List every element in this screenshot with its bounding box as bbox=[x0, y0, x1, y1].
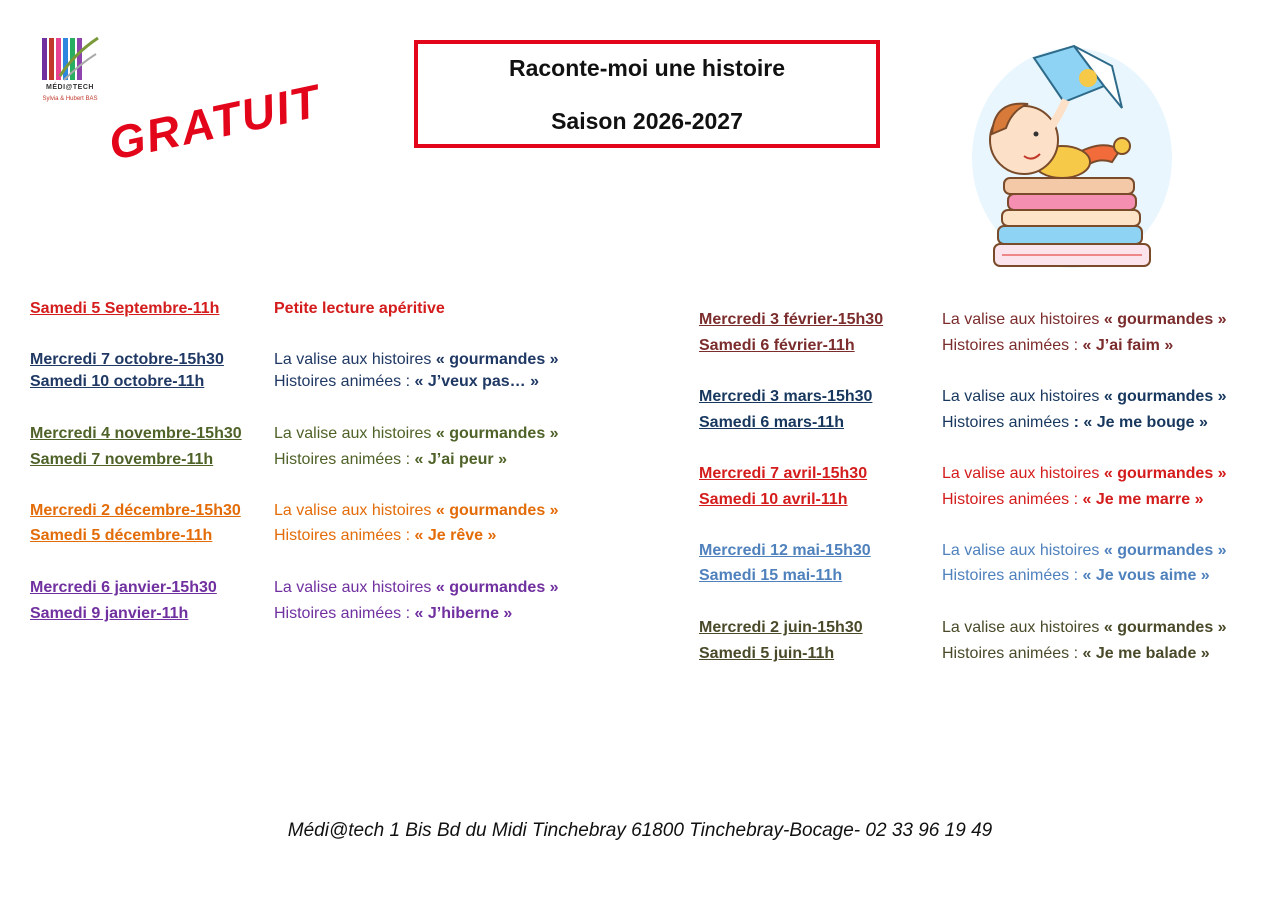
schedule-description bbox=[274, 351, 559, 369]
schedule-date: Mercredi 2 juin-15h30 bbox=[699, 619, 863, 636]
schedule-activity: Histoires animées : bbox=[274, 451, 415, 468]
logo-bars-icon bbox=[40, 34, 100, 84]
schedule-activity: Histoires animées : bbox=[942, 645, 1083, 662]
child-reading-illustration bbox=[962, 38, 1177, 276]
schedule-date: Mercredi 12 mai-15h30 bbox=[699, 542, 871, 559]
schedule-activity: Histoires animées : bbox=[274, 373, 415, 390]
schedule-theme: « gourmandes » bbox=[1103, 542, 1227, 559]
schedule-description bbox=[274, 527, 496, 545]
schedule-date: Samedi 15 mai-11h bbox=[699, 567, 843, 584]
schedule-activity: La valise aux histoires bbox=[942, 542, 1104, 559]
schedule-theme: « Je me balade » bbox=[1082, 645, 1210, 662]
schedule-description bbox=[274, 373, 539, 391]
schedule-activity: La valise aux histoires bbox=[942, 619, 1104, 636]
schedule-activity: La valise aux histoires bbox=[274, 351, 436, 368]
schedule-date: Mercredi 3 mars-15h30 bbox=[699, 388, 873, 405]
schedule-date: Mercredi 4 novembre-15h30 bbox=[30, 425, 242, 442]
schedule-date: Samedi 5 Septembre-11h bbox=[30, 300, 220, 317]
schedule-activity: La valise aux histoires bbox=[942, 465, 1104, 482]
schedule-theme: : « Je me bouge » bbox=[1073, 414, 1208, 431]
schedule-activity: Histoires animées bbox=[942, 414, 1074, 431]
schedule-description bbox=[942, 311, 1227, 329]
logo-owners: Sylvia & Hubert BAS bbox=[42, 96, 98, 102]
schedule-date: Samedi 6 mars-11h bbox=[699, 414, 844, 431]
schedule-date: Samedi 7 novembre-11h bbox=[30, 451, 214, 468]
schedule-date: Mercredi 7 avril-15h30 bbox=[699, 465, 868, 482]
schedule-description bbox=[942, 567, 1210, 585]
schedule-description bbox=[942, 619, 1227, 637]
footer-address: Médi@tech 1 Bis Bd du Midi Tinchebray 61800 Tinchebray-Bocage- 02 33 96 19 49 bbox=[287, 820, 993, 841]
schedule-theme: « gourmandes » bbox=[435, 425, 559, 442]
schedule-activity: Histoires animées : bbox=[274, 605, 415, 622]
schedule-description bbox=[942, 465, 1227, 483]
schedule-description bbox=[274, 451, 507, 469]
schedule-theme: « gourmandes » bbox=[435, 579, 559, 596]
schedule-theme: « gourmandes » bbox=[435, 351, 559, 368]
schedule-theme: « J’hiberne » bbox=[414, 605, 513, 622]
schedule-theme: « Je vous aime » bbox=[1082, 567, 1210, 584]
schedule-theme: « gourmandes » bbox=[1103, 388, 1227, 405]
free-badge: GRATUIT bbox=[104, 74, 326, 170]
logo-brand: MÉDI@TECH bbox=[46, 84, 94, 91]
schedule-description bbox=[942, 491, 1203, 509]
schedule-theme: « Je rêve » bbox=[414, 527, 497, 544]
schedule-theme: Petite lecture apéritive bbox=[274, 300, 445, 317]
mediatech-logo bbox=[34, 28, 106, 110]
schedule-date: Samedi 10 avril-11h bbox=[699, 491, 848, 508]
schedule-theme: « J’ai peur » bbox=[414, 451, 507, 468]
schedule-description bbox=[942, 414, 1208, 432]
schedule-activity: Histoires animées : bbox=[942, 491, 1083, 508]
schedule-description bbox=[274, 605, 512, 623]
schedule-activity: La valise aux histoires bbox=[942, 311, 1104, 328]
schedule-theme: « gourmandes » bbox=[435, 502, 559, 519]
title-line-2: Saison 2026-2027 bbox=[551, 108, 743, 134]
schedule-date: Mercredi 7 octobre-15h30 bbox=[30, 351, 224, 368]
schedule-date: Samedi 5 décembre-11h bbox=[30, 527, 213, 544]
schedule-date: Samedi 9 janvier-11h bbox=[30, 605, 189, 622]
schedule-description bbox=[274, 300, 445, 318]
schedule-description bbox=[942, 542, 1227, 560]
schedule-description bbox=[942, 337, 1173, 355]
schedule-activity: Histoires animées : bbox=[942, 337, 1083, 354]
schedule-activity: La valise aux histoires bbox=[274, 502, 436, 519]
schedule-description bbox=[942, 388, 1227, 406]
schedule-activity: La valise aux histoires bbox=[274, 425, 436, 442]
schedule-description bbox=[942, 645, 1210, 663]
schedule-theme: « gourmandes » bbox=[1103, 619, 1227, 636]
schedule-activity: Histoires animées : bbox=[942, 567, 1083, 584]
title-line-1: Raconte-moi une histoire bbox=[508, 55, 786, 81]
schedule-activity: La valise aux histoires bbox=[274, 579, 436, 596]
schedule-date: Samedi 6 février-11h bbox=[699, 337, 855, 354]
schedule-description bbox=[274, 579, 559, 597]
schedule-date: Mercredi 2 décembre-15h30 bbox=[30, 502, 241, 519]
title-box bbox=[414, 40, 880, 148]
schedule-activity: La valise aux histoires bbox=[942, 388, 1104, 405]
schedule-theme: « gourmandes » bbox=[1103, 465, 1227, 482]
schedule-description bbox=[274, 425, 559, 443]
schedule-date: Samedi 5 juin-11h bbox=[699, 645, 835, 662]
schedule-activity: Histoires animées : bbox=[274, 527, 415, 544]
schedule-date: Samedi 10 octobre-11h bbox=[30, 373, 205, 390]
schedule-theme: « J’ai faim » bbox=[1082, 337, 1174, 354]
schedule-date: Mercredi 3 février-15h30 bbox=[699, 311, 884, 328]
schedule-description bbox=[274, 502, 559, 520]
schedule-theme: « J’veux pas… » bbox=[414, 373, 540, 390]
schedule-date: Mercredi 6 janvier-15h30 bbox=[30, 579, 217, 596]
schedule-theme: « Je me marre » bbox=[1082, 491, 1204, 508]
schedule-theme: « gourmandes » bbox=[1103, 311, 1227, 328]
